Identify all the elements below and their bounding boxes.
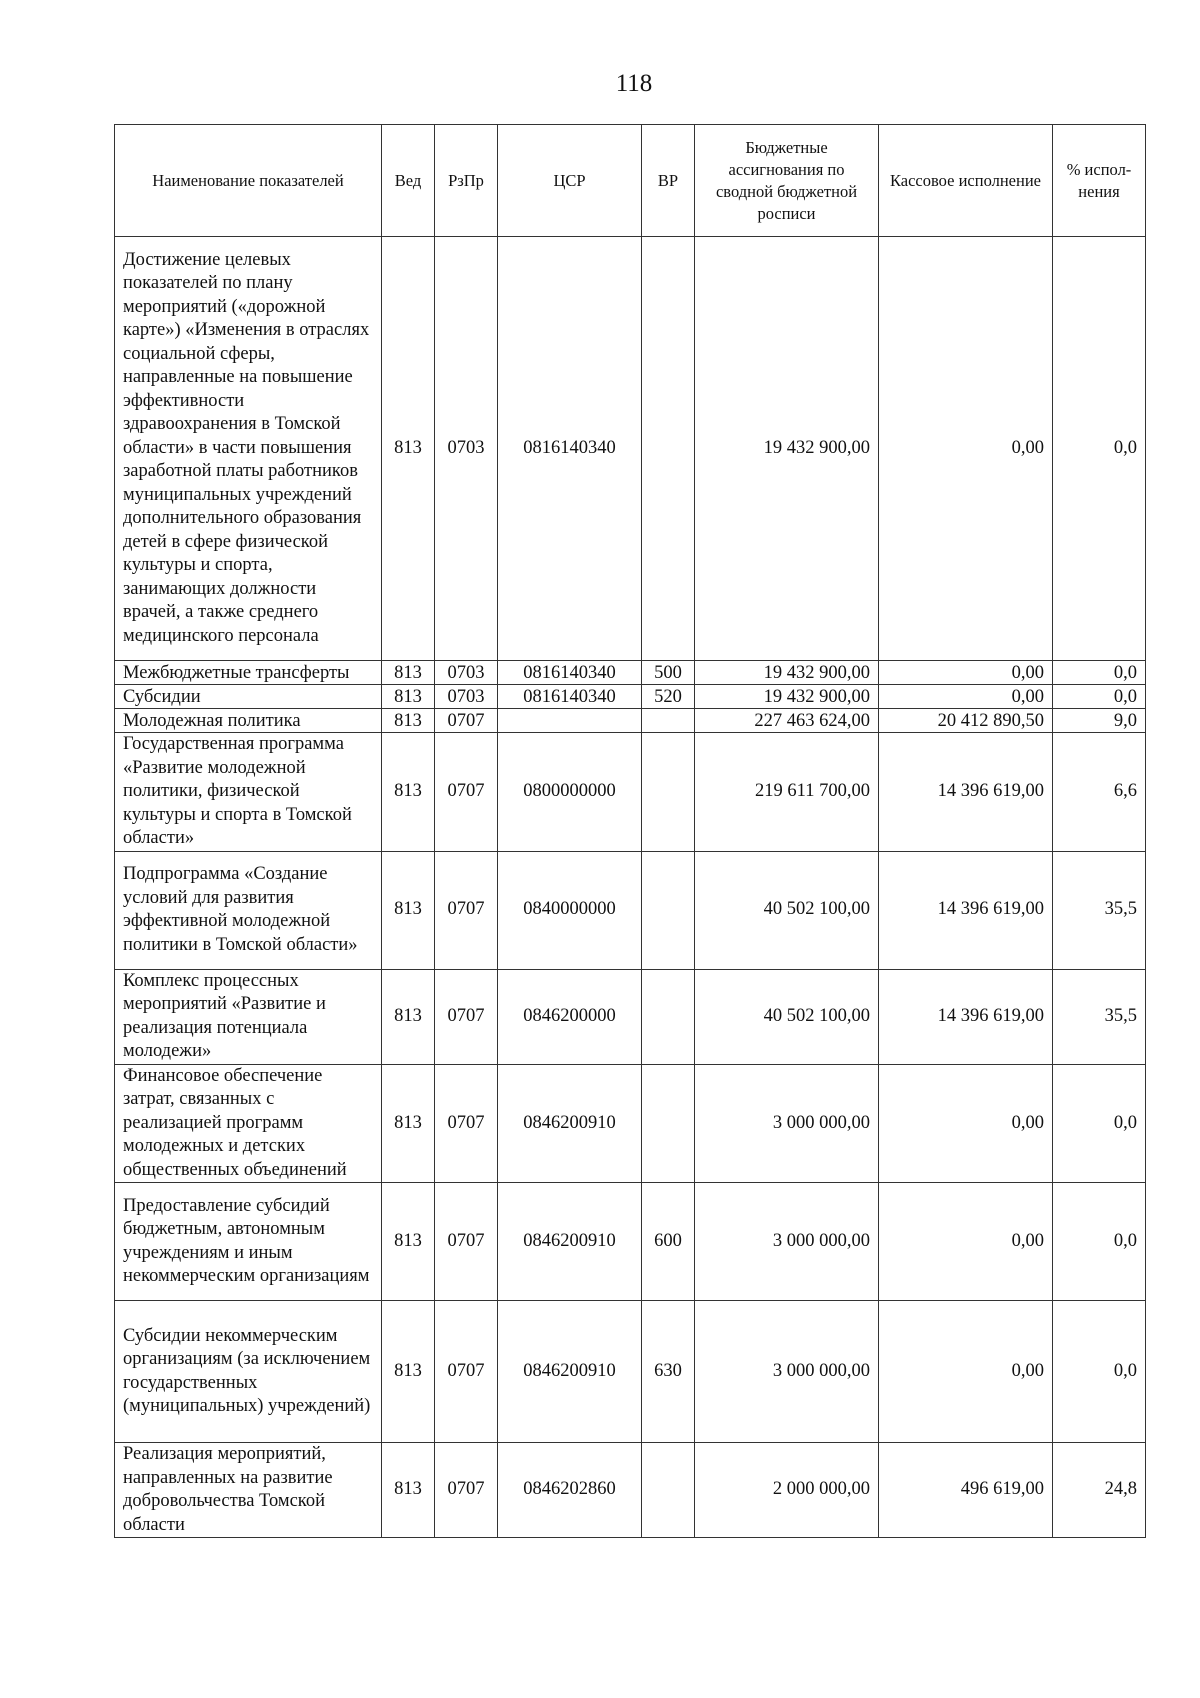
row-vr: 520 xyxy=(642,685,695,709)
row-rzpr: 0703 xyxy=(435,661,498,685)
row-ved: 813 xyxy=(382,1443,435,1538)
row-plan: 3 000 000,00 xyxy=(695,1183,879,1301)
row-fact: 496 619,00 xyxy=(879,1443,1053,1538)
row-plan: 219 611 700,00 xyxy=(695,733,879,852)
table-row xyxy=(115,661,1146,685)
row-rzpr: 0707 xyxy=(435,1064,498,1183)
row-plan: 2 000 000,00 xyxy=(695,1443,879,1538)
row-rzpr: 0707 xyxy=(435,851,498,969)
row-ved: 813 xyxy=(382,1301,435,1443)
row-csr: 0816140340 xyxy=(498,237,642,661)
row-name: Подпрограмма «Создание условий для развития эффективной молодежной политики в Томской области» xyxy=(115,851,382,969)
table-row xyxy=(115,685,1146,709)
row-name: Финансовое обеспечение затрат, связанных с реализацией программ молодежных и детских общественных объединений xyxy=(115,1064,382,1183)
row-rzpr: 0707 xyxy=(435,1301,498,1443)
row-ved: 813 xyxy=(382,237,435,661)
row-percent: 6,6 xyxy=(1053,733,1146,852)
row-vr: 630 xyxy=(642,1301,695,1443)
row-vr xyxy=(642,733,695,852)
row-percent: 0,0 xyxy=(1053,1064,1146,1183)
row-name: Комплекс процессных мероприятий «Развитие и реализация потенциала молодежи» xyxy=(115,969,382,1064)
row-percent: 0,0 xyxy=(1053,685,1146,709)
row-vr: 600 xyxy=(642,1183,695,1301)
table-row xyxy=(115,709,1146,733)
header-plan: Бюджетные ассигнования по сводной бюджетной росписи xyxy=(695,125,879,237)
row-fact: 14 396 619,00 xyxy=(879,851,1053,969)
row-percent: 35,5 xyxy=(1053,851,1146,969)
row-name: Реализация мероприятий, направленных на развитие добровольчества Томской области xyxy=(115,1443,382,1538)
row-fact: 20 412 890,50 xyxy=(879,709,1053,733)
table-row xyxy=(115,733,1146,852)
row-ved: 813 xyxy=(382,733,435,852)
row-percent: 9,0 xyxy=(1053,709,1146,733)
row-plan: 19 432 900,00 xyxy=(695,237,879,661)
page-number: 118 xyxy=(615,70,653,97)
row-percent: 24,8 xyxy=(1053,1443,1146,1538)
row-csr xyxy=(498,709,642,733)
row-plan: 227 463 624,00 xyxy=(695,709,879,733)
row-name: Достижение целевых показателей по плану мероприятий («дорожной карте») «Изменения в отраслях социальной сферы, направленные на повышение эффективности здравоохранения в Томской области» в части повышения заработной платы работников муниципальных учреждений дополнительного образования детей в сфере физической культуры и спорта, занимающих должности врачей, а также среднего медицинского персонала xyxy=(115,237,382,661)
row-csr: 0846200910 xyxy=(498,1064,642,1183)
row-vr xyxy=(642,1064,695,1183)
row-percent: 0,0 xyxy=(1053,1301,1146,1443)
row-plan: 19 432 900,00 xyxy=(695,685,879,709)
table-row xyxy=(115,1064,1146,1183)
row-ved: 813 xyxy=(382,851,435,969)
row-fact: 14 396 619,00 xyxy=(879,969,1053,1064)
row-csr: 0846202860 xyxy=(498,1443,642,1538)
row-percent: 35,5 xyxy=(1053,969,1146,1064)
header-rzpr: РзПр xyxy=(435,125,498,237)
row-fact: 0,00 xyxy=(879,1064,1053,1183)
row-ved: 813 xyxy=(382,1064,435,1183)
row-vr xyxy=(642,969,695,1064)
header-csr: ЦСР xyxy=(498,125,642,237)
row-name: Государственная программа «Развитие молодежной политики, физической культуры и спорта в Томской области» xyxy=(115,733,382,852)
row-percent: 0,0 xyxy=(1053,1183,1146,1301)
header-vr: ВР xyxy=(642,125,695,237)
row-csr: 0846200000 xyxy=(498,969,642,1064)
header-name: Наименование показателей xyxy=(115,125,382,237)
row-csr: 0846200910 xyxy=(498,1183,642,1301)
row-rzpr: 0707 xyxy=(435,709,498,733)
row-csr: 0816140340 xyxy=(498,661,642,685)
row-vr xyxy=(642,709,695,733)
row-ved: 813 xyxy=(382,969,435,1064)
row-fact: 0,00 xyxy=(879,1183,1053,1301)
header-ved: Вед xyxy=(382,125,435,237)
table-header-row xyxy=(115,125,1146,237)
row-percent: 0,0 xyxy=(1053,661,1146,685)
row-csr: 0846200910 xyxy=(498,1301,642,1443)
row-csr: 0800000000 xyxy=(498,733,642,852)
row-vr xyxy=(642,1443,695,1538)
table-row xyxy=(115,851,1146,969)
row-rzpr: 0703 xyxy=(435,237,498,661)
row-vr: 500 xyxy=(642,661,695,685)
row-name: Субсидии xyxy=(115,685,382,709)
row-plan: 40 502 100,00 xyxy=(695,851,879,969)
row-ved: 813 xyxy=(382,1183,435,1301)
header-percent: % испол-нения xyxy=(1053,125,1146,237)
row-fact: 0,00 xyxy=(879,661,1053,685)
row-rzpr: 0707 xyxy=(435,1443,498,1538)
row-name: Молодежная политика xyxy=(115,709,382,733)
row-name: Предоставление субсидий бюджетным, автономным учреждениям и иным некоммерческим организациям xyxy=(115,1183,382,1301)
row-ved: 813 xyxy=(382,709,435,733)
table-row xyxy=(115,1301,1146,1443)
row-vr xyxy=(642,851,695,969)
table-row xyxy=(115,969,1146,1064)
table-row xyxy=(115,1183,1146,1301)
row-name: Субсидии некоммерческим организациям (за исключением государственных (муниципальных) учреждений) xyxy=(115,1301,382,1443)
row-plan: 3 000 000,00 xyxy=(695,1064,879,1183)
header-fact: Кассовое исполнение xyxy=(879,125,1053,237)
row-rzpr: 0707 xyxy=(435,1183,498,1301)
table-row xyxy=(115,237,1146,661)
row-ved: 813 xyxy=(382,685,435,709)
table-row xyxy=(115,1443,1146,1538)
row-vr xyxy=(642,237,695,661)
row-plan: 40 502 100,00 xyxy=(695,969,879,1064)
row-csr: 0840000000 xyxy=(498,851,642,969)
row-csr: 0816140340 xyxy=(498,685,642,709)
row-fact: 14 396 619,00 xyxy=(879,733,1053,852)
row-rzpr: 0707 xyxy=(435,733,498,852)
row-plan: 19 432 900,00 xyxy=(695,661,879,685)
row-percent: 0,0 xyxy=(1053,237,1146,661)
row-name: Межбюджетные трансферты xyxy=(115,661,382,685)
row-fact: 0,00 xyxy=(879,1301,1053,1443)
budget-execution-table xyxy=(114,124,1146,1538)
row-ved: 813 xyxy=(382,661,435,685)
row-plan: 3 000 000,00 xyxy=(695,1301,879,1443)
row-fact: 0,00 xyxy=(879,685,1053,709)
row-fact: 0,00 xyxy=(879,237,1053,661)
row-rzpr: 0703 xyxy=(435,685,498,709)
row-rzpr: 0707 xyxy=(435,969,498,1064)
